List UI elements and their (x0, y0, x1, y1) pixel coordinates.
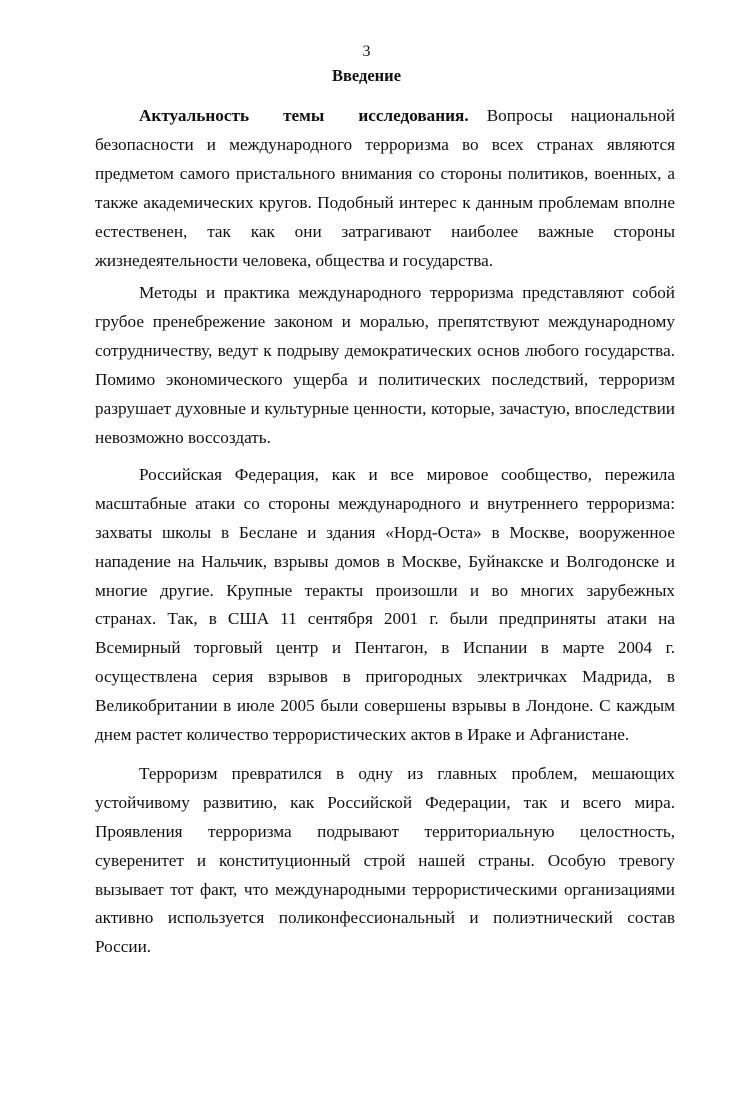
paragraph-lead-bold: Актуальность темы исследования. (139, 106, 469, 125)
section-heading: Введение (331, 66, 402, 85)
body-text (95, 102, 675, 966)
paragraph-text: Вопросы национальной безопасности и международного терроризма во всех странах являются предметом самого пристального внимания со стороны политиков, военных, а также академических кругов. Подобный интерес к данным проблемам вполне естественен, так как они затрагивают наиболее важные стороны жизнедеятельности человека, общества и государства. (95, 106, 676, 270)
page-number: 3 (362, 43, 371, 60)
paragraph-methods: Методы и практика международного терроризма представляют собой грубое пренебрежение законом и моралью, препятствуют международному сотрудничеству, ведут к подрыву демократических основ любого государства. Помимо экономического ущерба и политических последствий, терроризм разрушает духовные и культурные ценности, которые, зачастую, впоследствии невозможно воссоздать. (95, 283, 675, 447)
paragraph-relevance (95, 102, 675, 275)
paragraph-russia-attacks: Российская Федерация, как и все мировое сообщество, пережила масштабные атаки со стороны международного и внутреннего терроризма: захваты школы в Беслане и здания «Норд-Оста» в Москве, вооруженное нападение на Нальчик, взрывы домов в Москве, Буйнакске и Волгодонске и многие другие. Крупные теракты произошли и во многих зарубежных странах. Так, в США 11 сентября 2001 г. были предприняты атаки на Всемирный торговый центр и Пентагон, в Испании в марте 2004 г. осуществлена серия взрывов в пригородных электричках Мадрида, в Великобритании в июле 2005 были совершены взрывы в Лондоне. С каждым днем растет количество террористических актов в Ираке и Афганистане. (95, 464, 675, 745)
paragraph-terrorism-problem: Терроризм превратился в одну из главных проблем, мешающих устойчивому развитию, как Российской Федерации, так и всего мира. Проявления терроризма подрывают территориальную целостность, суверенитет и конституционный строй нашей страны. Особую тревогу вызывает тот факт, что международными террористическими организациями активно используется поликонфессиональный и полиэтнический состав России. (95, 763, 675, 957)
